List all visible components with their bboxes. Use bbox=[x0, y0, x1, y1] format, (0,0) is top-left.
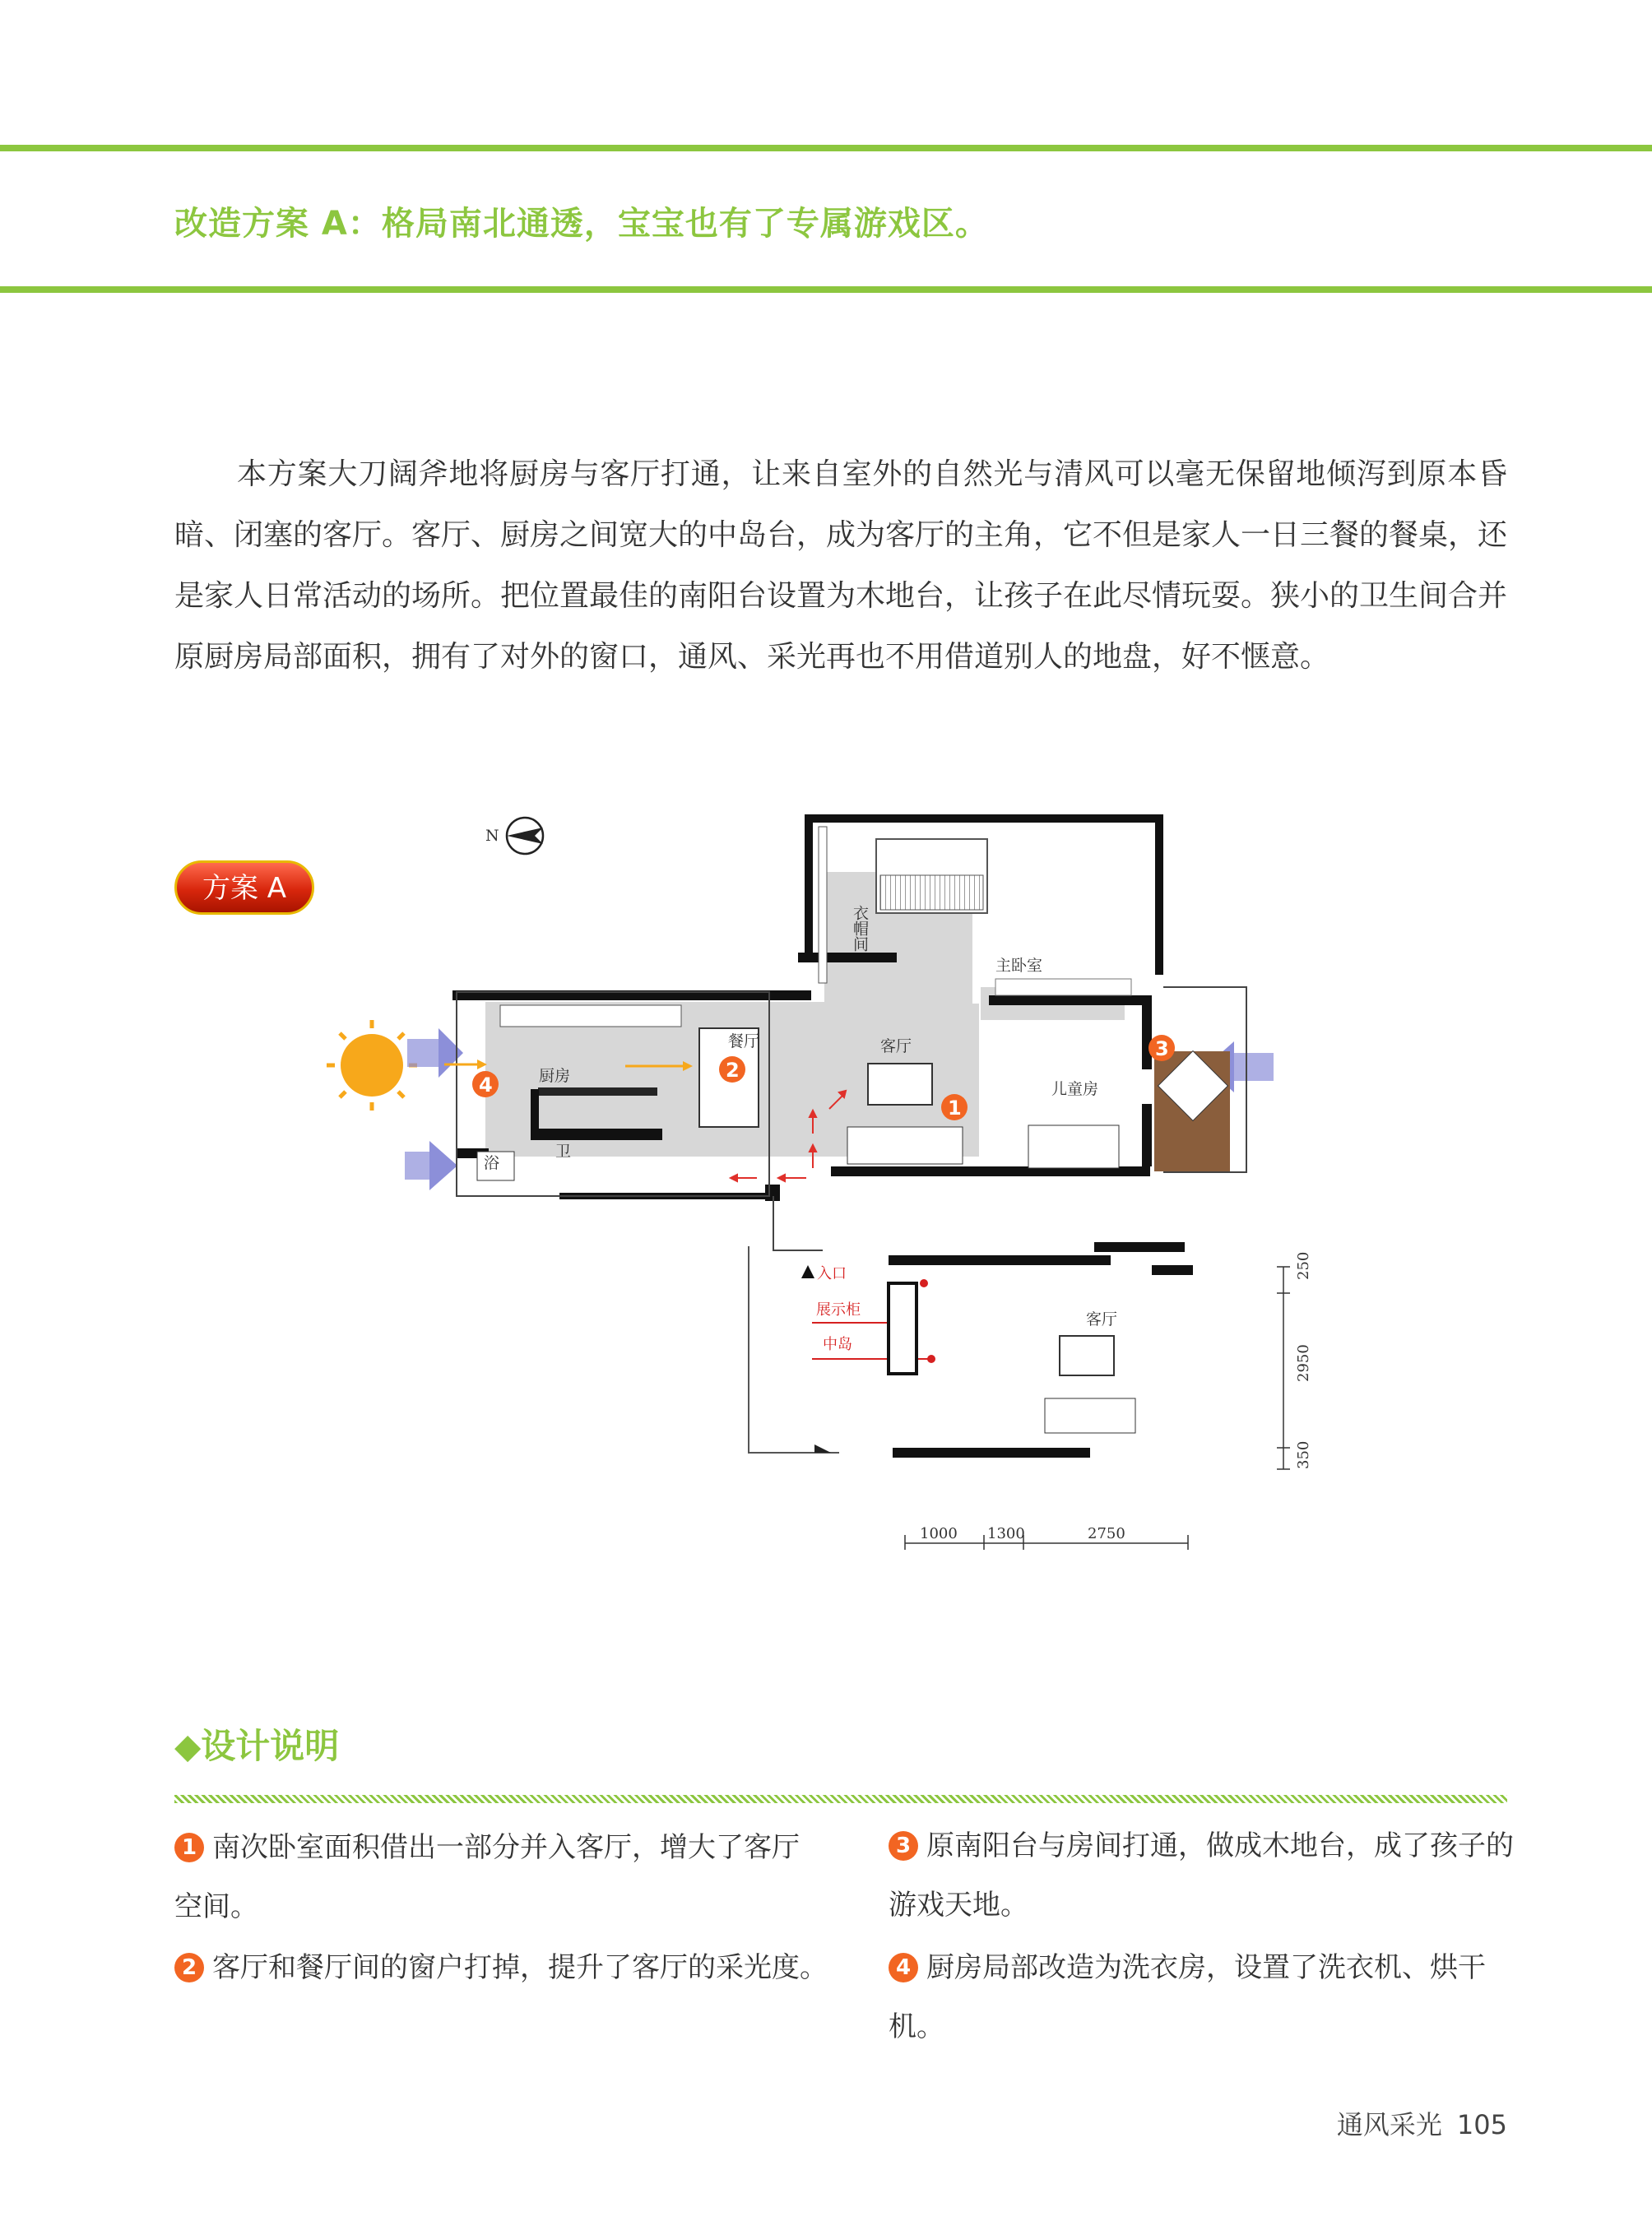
note-text: 南次卧室面积借出一部分并入客厅，增大了客厅空间。 bbox=[174, 1831, 800, 1923]
sun-icon bbox=[327, 1020, 417, 1111]
svg-text:1000: 1000 bbox=[920, 1525, 958, 1542]
svg-text:4: 4 bbox=[479, 1073, 493, 1097]
svg-text:1: 1 bbox=[948, 1097, 962, 1120]
page-footer bbox=[1322, 2104, 1507, 2142]
plan-a-badge: 方案 A bbox=[174, 860, 314, 915]
svg-text:2750: 2750 bbox=[1088, 1525, 1125, 1542]
page-title: 改造方案 A：格局南北通透，宝宝也有了专属游戏区。 bbox=[174, 205, 989, 243]
design-note-3 bbox=[889, 1816, 1514, 1935]
svg-text:主卧室: 主卧室 bbox=[995, 957, 1043, 975]
page-number: 105 bbox=[1456, 2109, 1507, 2140]
svg-text:350: 350 bbox=[1295, 1440, 1312, 1469]
footer-section-title: 通风采光 bbox=[1336, 2109, 1442, 2140]
svg-text:餐厅: 餐厅 bbox=[728, 1032, 760, 1050]
svg-text:2950: 2950 bbox=[1295, 1344, 1312, 1382]
note-number-badge: 3 bbox=[889, 1831, 918, 1861]
detail-plan bbox=[749, 1242, 1312, 1550]
svg-text:衣帽间: 衣帽间 bbox=[851, 905, 869, 952]
compass-icon bbox=[485, 818, 543, 854]
svg-text:展示柜: 展示柜 bbox=[816, 1301, 861, 1319]
intro-paragraph: 本方案大刀阔斧地将厨房与客厅打通，让来自室外的自然光与清风可以毫无保留地倾泻到原本昏暗、闭塞的客厅。客厅、厨房之间宽大的中岛台，成为客厅的主角，它不但是家人一日三餐的餐桌，还是家人日常活动的场所。把位置最佳的南阳台设置为木地台，让孩子在此尽情玩耍。狭小的卫生间合并原厨房局部面积，拥有了对外的窗口，通风、采光再也不用借道别人的地盘，好不惬意。 bbox=[174, 457, 1508, 674]
note-text: 客厅和餐厅间的窗户打掉，提升了客厅的采光度。 bbox=[212, 1951, 828, 1984]
svg-text:卫: 卫 bbox=[555, 1143, 572, 1161]
design-note-2 bbox=[174, 1938, 833, 1997]
svg-text:1300: 1300 bbox=[987, 1525, 1025, 1542]
note-number-badge: 2 bbox=[174, 1953, 204, 1982]
svg-text:浴: 浴 bbox=[484, 1154, 500, 1172]
title-underline-rule bbox=[0, 286, 1652, 293]
note-number-badge: 4 bbox=[889, 1953, 918, 1982]
svg-text:3: 3 bbox=[1155, 1037, 1169, 1060]
note-number-badge: 1 bbox=[174, 1833, 204, 1862]
design-note-4 bbox=[889, 1938, 1530, 2056]
svg-text:入口: 入口 bbox=[817, 1265, 847, 1282]
svg-text:中岛: 中岛 bbox=[823, 1336, 852, 1353]
top-rule bbox=[0, 145, 1652, 151]
note-text: 厨房局部改造为洗衣房，设置了洗衣机、烘干机。 bbox=[889, 1951, 1486, 2043]
svg-text:2: 2 bbox=[726, 1059, 740, 1082]
svg-text:厨房: 厨房 bbox=[539, 1067, 571, 1085]
svg-text:250: 250 bbox=[1295, 1251, 1312, 1280]
svg-text:客厅: 客厅 bbox=[1086, 1310, 1118, 1328]
design-notes-heading: ◆设计说明 bbox=[174, 1726, 340, 1766]
design-notes-divider bbox=[174, 1795, 1507, 1803]
svg-text:N: N bbox=[485, 827, 499, 845]
floor-plan-diagram bbox=[313, 790, 1382, 1579]
svg-text:儿童房: 儿童房 bbox=[1051, 1080, 1099, 1098]
design-note-1 bbox=[174, 1818, 816, 1936]
svg-text:客厅: 客厅 bbox=[880, 1037, 912, 1055]
note-text: 原南阳台与房间打通，做成木地台，成了孩子的游戏天地。 bbox=[889, 1829, 1514, 1922]
